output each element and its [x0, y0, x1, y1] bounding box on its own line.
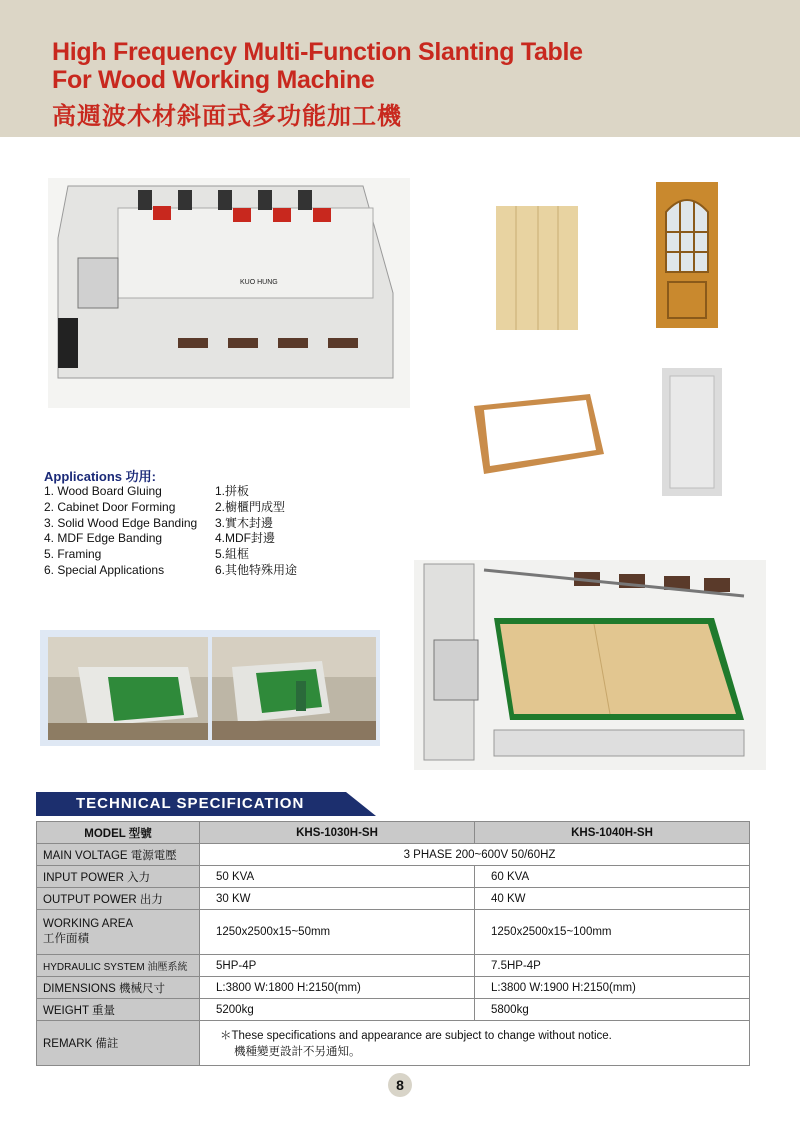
- spec-value-b: L:3800 W:1900 H:2150(mm): [474, 977, 749, 999]
- page-title-line2: For Wood Working Machine: [52, 66, 375, 94]
- spec-model-b: KHS-1040H-SH: [474, 822, 749, 844]
- spec-value: 3 PHASE 200~600V 50/60HZ: [200, 844, 750, 866]
- page-title-line1: High Frequency Multi-Function Slanting Table: [52, 38, 583, 66]
- spec-remark-value: [200, 1021, 750, 1066]
- machine-photo-main: [48, 178, 410, 408]
- application-item: 3. Solid Wood Edge Banding: [44, 515, 198, 530]
- spec-row: [37, 844, 750, 866]
- spec-value-a: 30 KW: [200, 888, 475, 910]
- application-item: 2. Cabinet Door Forming: [44, 499, 176, 514]
- application-item: 5. Framing: [44, 547, 102, 562]
- spec-value-a: 50 KVA: [200, 866, 475, 888]
- application-item-chinese: 4.MDF封邊: [215, 531, 276, 546]
- spec-remark-row: [37, 1021, 750, 1066]
- spec-label: INPUT POWER 入力: [37, 866, 200, 888]
- spec-value-b: 1250x2500x15~100mm: [474, 910, 749, 955]
- spec-value-a: L:3800 W:1800 H:2150(mm): [200, 977, 475, 999]
- factory-photo-2: [212, 637, 376, 740]
- applications-chinese-list: [215, 484, 297, 579]
- spec-label: DIMENSIONS 機械尺寸: [37, 977, 200, 999]
- application-item-chinese: 1.拼板: [215, 484, 250, 498]
- spec-value-a: 5200kg: [200, 999, 475, 1021]
- spec-label-line2: 工作面積: [43, 933, 89, 945]
- spec-model-a: KHS-1030H-SH: [200, 822, 475, 844]
- spec-remark-line2: 機種變更設計不另通知。: [234, 1046, 361, 1058]
- wood-frame-photo: [470, 392, 606, 476]
- spec-row: [37, 977, 750, 999]
- machine-photo-open: [414, 560, 766, 770]
- white-door-photo: [662, 368, 722, 496]
- application-item-chinese: 2.櫥櫃門成型: [215, 499, 286, 514]
- applications-heading: Applications 功用:: [44, 469, 156, 484]
- spec-row: [37, 888, 750, 910]
- application-item: 6. Special Applications: [44, 562, 165, 577]
- spec-table: [36, 821, 750, 1066]
- spec-remark-label: REMARK 備註: [37, 1021, 200, 1066]
- application-item-chinese: 5.組框: [215, 547, 250, 562]
- spec-row: [37, 910, 750, 955]
- spec-value-b: 7.5HP-4P: [474, 955, 749, 977]
- spec-label: OUTPUT POWER 出力: [37, 888, 200, 910]
- factory-photo-1: [48, 637, 208, 740]
- spec-label: WEIGHT 重量: [37, 999, 200, 1021]
- spec-value-b: 5800kg: [474, 999, 749, 1021]
- spec-label-line1: WORKING AREA: [43, 918, 134, 930]
- application-item-chinese: 6.其他特殊用途: [215, 562, 298, 577]
- page-number: 8: [388, 1073, 412, 1097]
- spec-header-row: [37, 822, 750, 844]
- spec-value-b: 40 KW: [474, 888, 749, 910]
- applications-section: [44, 466, 298, 577]
- spec-value-b: 60 KVA: [474, 866, 749, 888]
- applications-english-list: [44, 484, 197, 579]
- spec-label: HYDRAULIC SYSTEM 油壓系統: [37, 955, 200, 977]
- application-item-chinese: 3.實木封邊: [215, 515, 274, 530]
- spec-value-a: 5HP-4P: [200, 955, 475, 977]
- pine-panel-photo: [496, 206, 578, 330]
- application-item: 4. MDF Edge Banding: [44, 531, 163, 546]
- spec-value-a: 1250x2500x15~50mm: [200, 910, 475, 955]
- spec-label: [37, 910, 200, 955]
- spec-label: MAIN VOLTAGE 電源電壓: [37, 844, 200, 866]
- spec-remark-line1: ＊These specifications and appearance are subject to change without notice.: [220, 1030, 612, 1042]
- spec-row: [37, 866, 750, 888]
- spec-row: [37, 955, 750, 977]
- page-title-chinese: 高週波木材斜面式多功能加工機: [52, 103, 402, 130]
- spec-banner-title: TECHNICAL SPECIFICATION: [76, 795, 305, 812]
- brand-plate: KUO HUNG: [240, 279, 278, 286]
- spec-model-label: MODEL 型號: [37, 822, 200, 844]
- spec-row: [37, 999, 750, 1021]
- application-item: 1. Wood Board Gluing: [44, 484, 162, 498]
- wood-door-photo: [656, 182, 718, 328]
